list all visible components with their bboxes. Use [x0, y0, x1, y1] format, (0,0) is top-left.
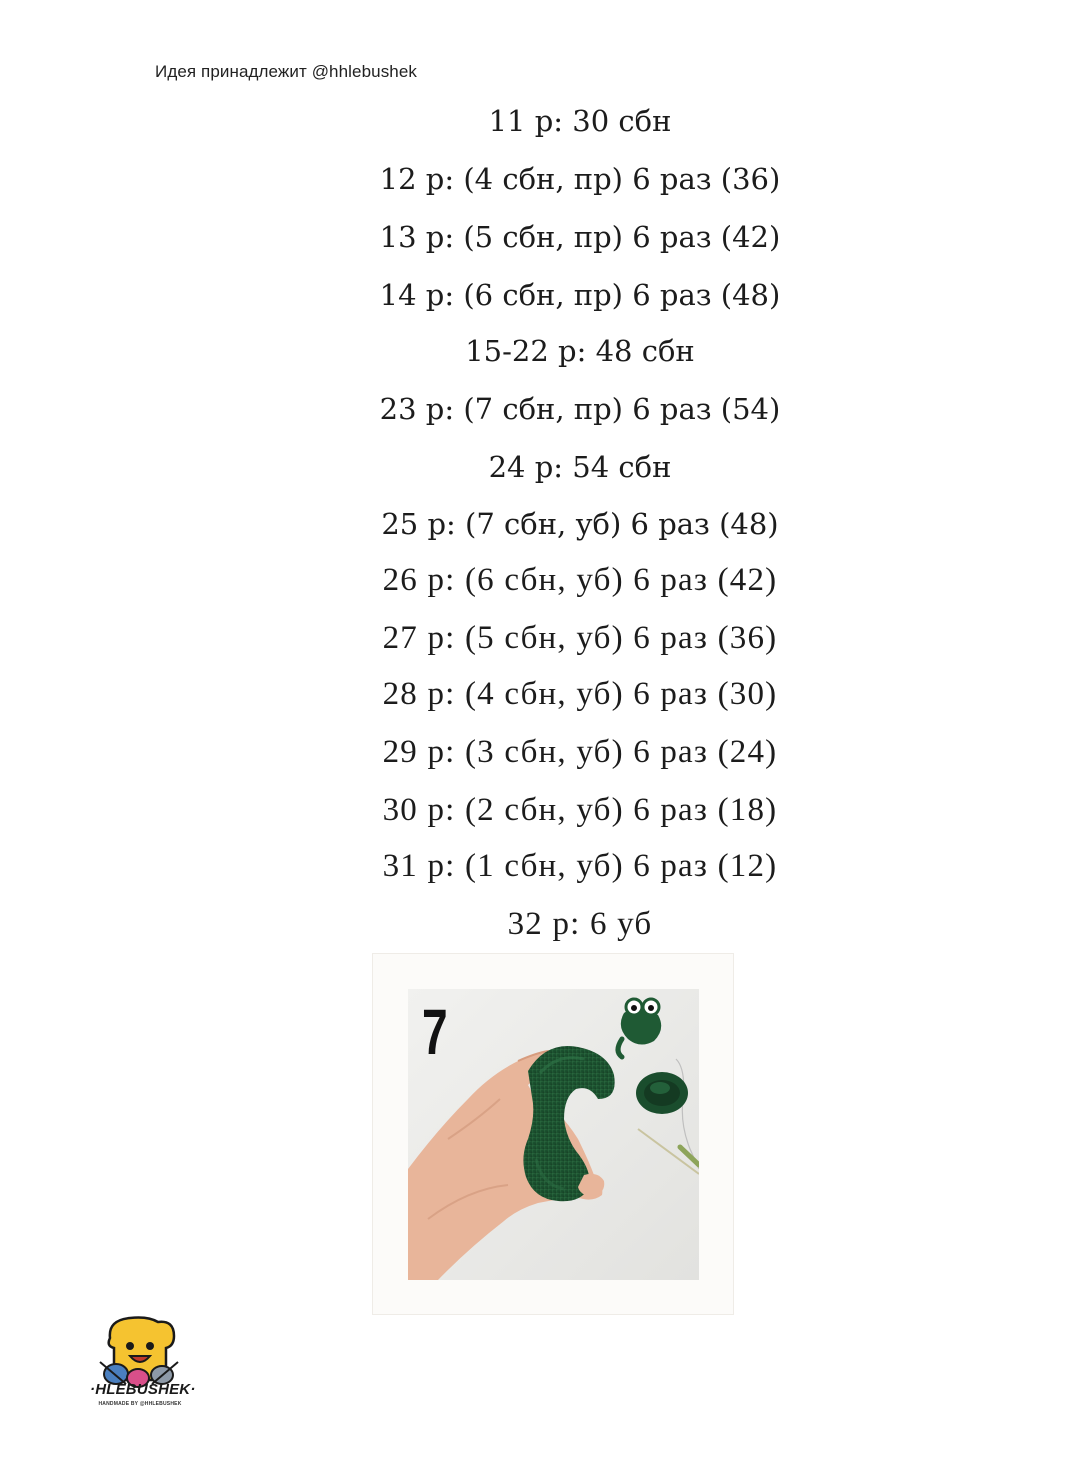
pattern-row: 32 р: 6 уб: [507, 906, 653, 942]
pattern-row: 13 р: (5 сбн, пр) 6 раз (42): [379, 220, 781, 254]
pattern-row: 29 р: (3 сбн, уб) 6 раз (24): [382, 734, 778, 770]
logo-tagline: HANDMADE BY @HHLEBUSHEK: [98, 1401, 182, 1407]
crochet-ring: [636, 1072, 688, 1114]
step-photo: [408, 989, 699, 1280]
pattern-row: 11 р: 30 сбн: [488, 104, 672, 138]
pattern-row: 28 р: (4 сбн, уб) 6 раз (30): [382, 676, 778, 712]
pattern-row: 30 р: (2 сбн, уб) 6 раз (18): [382, 792, 778, 828]
step-number: 7: [422, 996, 448, 1068]
pattern-row: 24 р: 54 сбн: [488, 450, 672, 484]
pattern-row: 26 р: (6 сбн, уб) 6 раз (42): [382, 562, 778, 598]
pattern-row: 31 р: (1 сбн, уб) 6 раз (12): [382, 848, 778, 884]
pattern-row: 25 р: (7 сбн, уб) 6 раз (48): [381, 507, 779, 541]
pattern-row: 23 р: (7 сбн, пр) 6 раз (54): [379, 392, 781, 426]
crochet-piece-illustration: [408, 989, 699, 1280]
pattern-row: 27 р: (5 сбн, уб) 6 раз (36): [382, 620, 778, 656]
author-credit: Идея принадлежит @hhlebushek: [155, 62, 418, 81]
pattern-row: 12 р: (4 сбн, пр) 6 раз (36): [379, 162, 781, 196]
logo-name: ·HLEBUSHEK·: [90, 1381, 196, 1398]
pattern-row: 15-22 р: 48 сбн: [465, 334, 695, 368]
pattern-row: 14 р: (6 сбн, пр) 6 раз (48): [379, 278, 781, 312]
